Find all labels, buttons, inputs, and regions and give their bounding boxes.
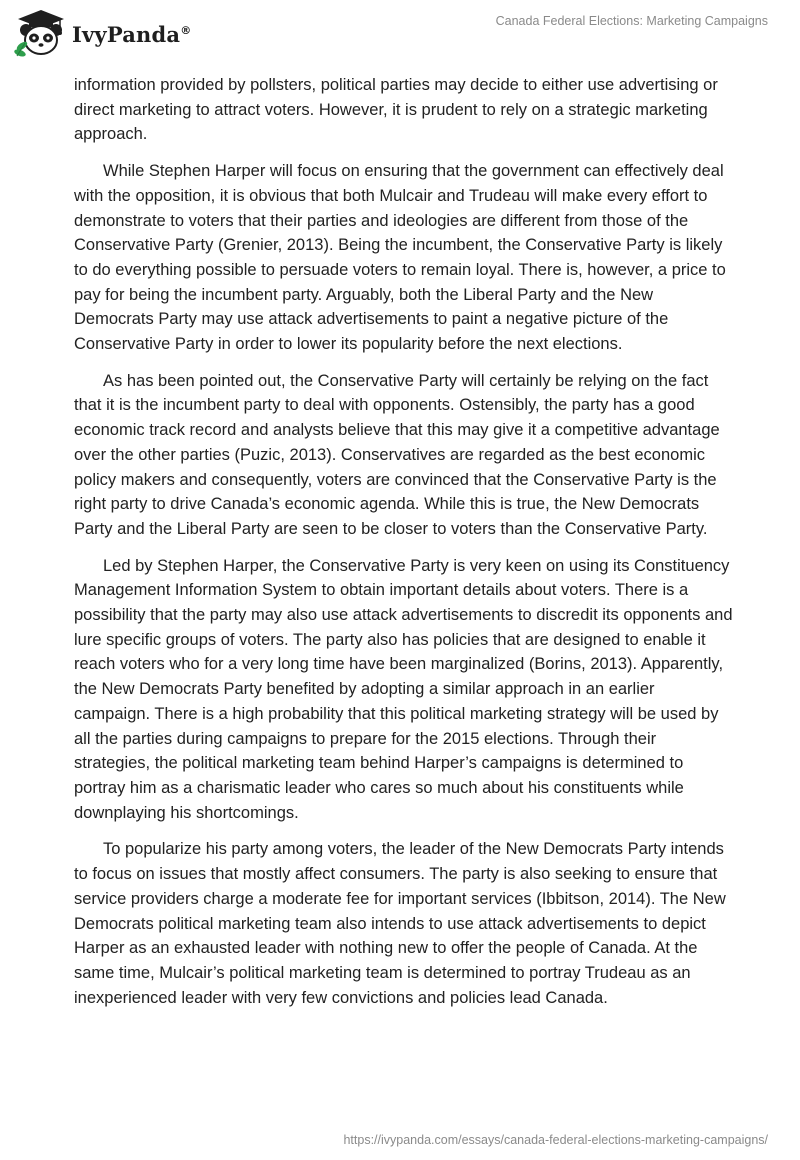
paragraph: As has been pointed out, the Conservative Party will certainly be relying on the fact that it is the incumbent party to deal with opponents. Ostensibly, the party has a good economic track record and analysts believe that this may give it a competitive advantage over the other parties (Puzic, 2013). Conservatives are regarded as the best economic policy makers and consequently, voters are convinced that the Conservative Party is the right party to drive Canada’s economic agenda. While this is true, the New Democrats Party and the Liberal Party are seen to be closer to voters than the Conservative Party.	[74, 371, 720, 538]
paragraph: information provided by pollsters, political parties may decide to either use advertising or direct marketing to attract voters. However, it is prudent to rely on a strategic marketing approach.	[74, 76, 718, 144]
brand-name	[72, 22, 191, 47]
brand-text: IvyPanda	[72, 21, 181, 47]
document-title: Canada Federal Elections: Marketing Campaigns	[495, 14, 768, 28]
registered-mark: ®	[180, 23, 192, 37]
ivypanda-logo[interactable]	[14, 8, 191, 58]
source-url[interactable]: https://ivypanda.com/essays/canada-federal-elections-marketing-campaigns/	[343, 1133, 768, 1147]
paragraph: While Stephen Harper will focus on ensuring that the government can effectively deal with the opposition, it is obvious that both Mulcair and Trudeau will make every effort to demonstrate to voters that their parties and ideologies are different from those of the Conservative Party (Grenier, 2013). Being the incumbent, the Conservative Party is likely to do everything possible to persuade voters to remain loyal. There is, however, a price to pay for being the incumbent party. Arguably, both the Liberal Party and the New Democrats Party may use attack advertisements to paint a negative picture of the Conservative Party in order to lower its popularity before the next elections.	[74, 162, 726, 354]
panda-graduation-cap-icon	[14, 8, 68, 58]
page-header	[0, 0, 800, 62]
paragraph: To popularize his party among voters, the leader of the New Democrats Party intends to focus on issues that mostly affect consumers. The party is also seeking to ensure that service providers charge a moderate fee for important services (Ibbitson, 2014). The New Democrats political marketing team also intends to use attack advertisements to depict Harper as an exhausted leader with nothing new to offer the people of Canada. At the same time, Mulcair’s political marketing team is determined to portray Trudeau as an inexperienced leader with very few convictions and policies lead Canada.	[74, 840, 726, 1007]
essay-body	[74, 73, 734, 1022]
paragraph: Led by Stephen Harper, the Conservative Party is very keen on using its Constituency Management Information System to obtain important details about voters. There is a possibility that the party may also use attack advertisements to discredit its opponents and lure specific groups of voters. The party also has policies that are designed to enable it reach voters who for a very long time have been marginalized (Borins, 2013). Apparently, the New Democrats Party benefited by adopting a similar approach in an earlier campaign. There is a high probability that this political marketing strategy will be used by all the parties during campaigns to prepare for the 2015 elections. Through their strategies, the political marketing team behind Harper’s campaigns is determined to portray him as a charismatic leader who cares so much about his constituents while downplaying his shortcomings.	[74, 556, 733, 822]
